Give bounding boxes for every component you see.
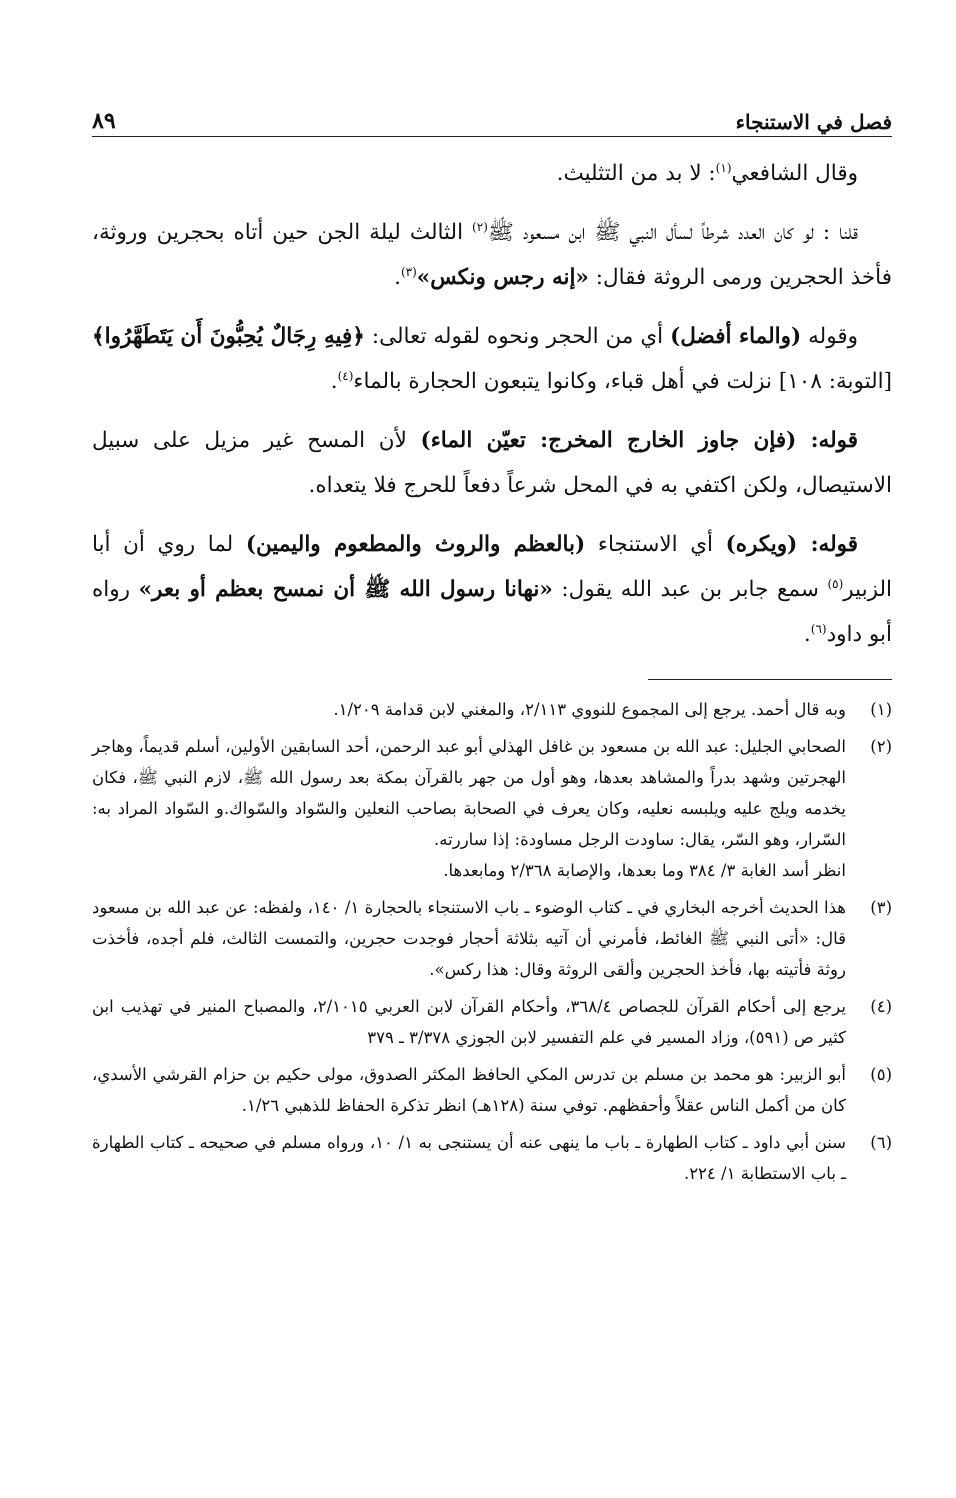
paragraph-1 (92, 151, 892, 196)
paragraph-1-text: وقال الشافعي (731, 161, 858, 186)
paragraph-3 (92, 314, 892, 404)
footnote-2 (92, 731, 892, 886)
footnote-text: يرجع إلى أحكام القرآن للجصاص ٣٦٨/٤، وأحكام القرآن لابن العربي ٢/١٠١٥، والمصباح المنير في تهذيب ابن كثير ص (٥٩١)، وزاد المسير في علم التفسير لابن الجوزي ٣/٣٧٨ ـ ٣٧٩ (92, 997, 846, 1047)
paragraph-5-text-a: أي الاستنجاء (585, 532, 726, 557)
footnote-1 (92, 694, 892, 725)
paragraph-5 (92, 522, 892, 657)
footnote-4 (92, 991, 892, 1053)
hadith-quote-2: «نهانا رسول الله ﷺ أن نمسح بعظم أو بعر» (138, 577, 553, 602)
paragraph-5-end: . (803, 622, 811, 647)
paragraph-3-text-a: وقوله (801, 324, 858, 349)
paragraph-5-text-d: رواه أبو داود (92, 577, 892, 647)
paragraph-3-bold: (والماء أفضل) (670, 324, 802, 349)
footnote-3 (92, 892, 892, 985)
paragraph-2-text-b: الثالث ليلة الجن حين أتاه بحجرين وروثة، فأخذ الحجرين ورمى الروثة فقال: (92, 220, 892, 290)
paragraph-5-text-b: لما روي أن أبا الزبير (92, 532, 892, 602)
quran-verse: ﴿فِيهِ رِجَالٌ يُحِبُّونَ أَن يَتَطَهَّرُوا﴾ (92, 324, 365, 349)
footnote-number: (٢) (870, 737, 892, 756)
page-number: ٨٩ (92, 108, 122, 134)
paragraph-4-bold: (فإن جاوز الخارج المخرج: تعيّن الماء) (420, 428, 811, 453)
footnote-6 (92, 1127, 892, 1189)
paragraph-3-text-b: أي من الحجر ونحوه لقوله تعالى: (364, 324, 671, 349)
paragraph-4-rest: لأن المسح غير مزيل على سبيل الاستيصال، ولكن اكتفي به في المحل شرعاً دفعاً للحرج فلا يتعداه. (92, 428, 892, 498)
paragraph-5-bold: (ويكره) (725, 532, 811, 557)
hadith-quote: «إنه رجس ونكس» (416, 265, 589, 290)
paragraph-5-bold-2: (بالعظم والروث والمطعوم واليمين) (245, 532, 586, 557)
footnote-ref-3[interactable]: (٣) (400, 264, 417, 279)
footnote-text: أبو الزبير: هو محمد بن مسلم بن تدرس المكي الحافظ المكثر الصدوق، مولى حكيم بن حزام القرشي الأسدي، كان من أكمل الناس عقلاً وأحفظهم. توفي سنة (١٢٨هـ) انظر تذكرة الحفاظ للذهبي ١/٢٦. (92, 1065, 846, 1115)
paragraph-2-text-a: قلنا : لو كان العدد شرطاً لسأل النبي ﷺ ابن مسعود ﷺ (487, 220, 858, 245)
footnote-ref-4[interactable]: (٤) (337, 368, 354, 383)
footnote-text: هذا الحديث أخرجه البخاري في ـ كتاب الوضوء ـ باب الاستنجاء بالحجارة ١/ ١٤٠، ولفظه: عن عبد الله بن مسعود قال: «أتى النبي ﷺ الغائط، فأمرني أن آتيه بثلاثة أحجار فوجدت حجرين، والتمست الثالث، فلم أجده، فأخذت روثة فأتيته بها، فأخذ الحجرين وألقى الروثة وقال: هذا ركس». (92, 898, 846, 979)
footnote-number: (١) (870, 700, 892, 719)
paragraph-3-text-c: [التوبة: ١٠٨] نزلت في أهل قباء، وكانوا يتبعون الحجارة بالماء (353, 369, 892, 394)
footnote-text: الصحابي الجليل: عبد الله بن مسعود بن غافل الهذلي أبو عبد الرحمن، أحد السابقين الأولين، أسلم قديماً، وهاجر الهجرتين وشهد بدراً والمشاهد بعدها، وهو أول من جهر بالقرآن بمكة بعد رسول الله ﷺ، لازم النبي ﷺ، فكان يخدمه ويلج عليه ويلبسه نعليه، وكان يعرف في الصحابة بصاحب النعلين والسّواد والسّواك.و السّواد المراد به: السّرار، وهو السّر، يقال: ساودت الرجل مساودة: إذا ساررته. (92, 737, 846, 849)
paragraph-4 (92, 418, 892, 508)
paragraph-4-label: قوله: (810, 428, 859, 453)
footnote-source: انظر أسد الغابة ٣/ ٣٨٤ وما بعدها، والإصابة ٢/٣٦٨ ومابعدها. (443, 861, 846, 880)
footnote-divider (648, 679, 892, 680)
paragraph-2-end: . (394, 265, 401, 290)
footnote-number: (٤) (870, 997, 892, 1016)
footnote-text: سنن أبي داود ـ كتاب الطهارة ـ باب ما ينهى عنه أن يستنجى به ١/ ١٠، ورواه مسلم في صحيحه ـ كتاب الطهارة ـ باب الاستطابة ١/ ٢٢٤. (92, 1133, 847, 1183)
header-title: فصل في الاستنجاء (730, 110, 892, 134)
main-text (92, 151, 892, 657)
footnote-text: وبه قال أحمد. يرجع إلى المجموع للنووي ٢/١١٣، والمغني لابن قدامة ١/٢٠٩. (333, 700, 846, 719)
footnote-number: (٦) (870, 1133, 892, 1152)
footnote-ref-2[interactable]: (٢) (472, 219, 488, 234)
paragraph-3-end: . (330, 369, 338, 394)
footnote-5 (92, 1059, 892, 1121)
paragraph-5-text-c: سمع جابر بن عبد الله يقول: (552, 577, 828, 602)
footnote-ref-5[interactable]: (٥) (827, 576, 844, 591)
paragraph-5-label: قوله: (810, 532, 859, 557)
footnote-number: (٥) (870, 1065, 892, 1084)
footnotes (92, 694, 892, 1189)
footnote-number: (٣) (870, 898, 892, 917)
footnote-ref-1[interactable]: (١) (715, 160, 732, 175)
running-header (92, 96, 892, 137)
footnote-ref-6[interactable]: (٦) (810, 621, 827, 636)
paragraph-1-rest: : لا بد من التثليث. (556, 161, 716, 186)
paragraph-2 (92, 210, 892, 300)
page (92, 96, 892, 1195)
